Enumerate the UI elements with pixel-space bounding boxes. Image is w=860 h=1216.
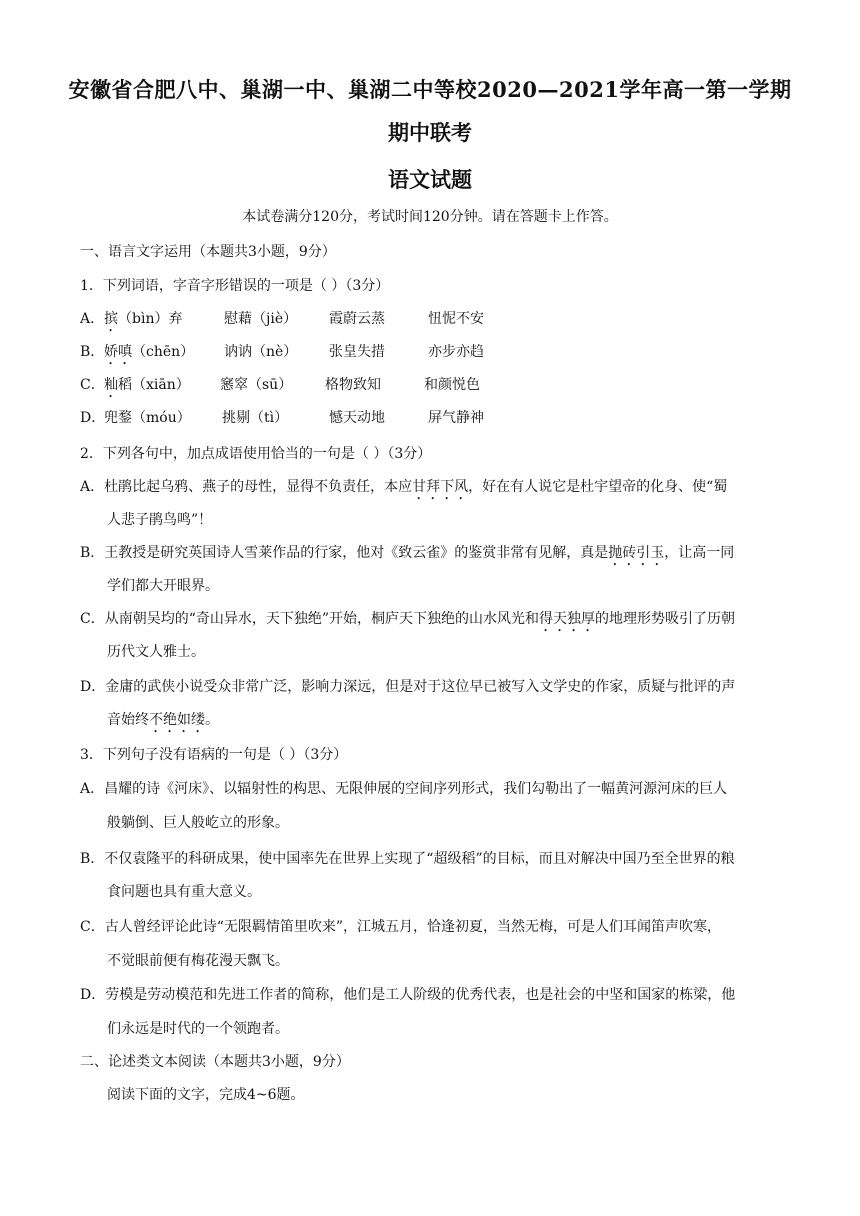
q2-c-idiom: 得天独厚	[539, 611, 596, 627]
q1-b-word1-dotted: 娇嗔	[104, 344, 132, 360]
exam-title: 安徽省合肥八中、巢湖一中、巢湖二中等校2020—2021学年高一第一学期	[68, 77, 792, 102]
exam-title-continued: 期中联考	[388, 120, 472, 145]
q1-d-word4: 屏气静神	[428, 410, 484, 426]
q3-a-continued: 般躺倒、巨人般屹立的形象。	[107, 815, 289, 831]
q1-b-word2: 讷讷（nè）	[224, 344, 298, 360]
q1-a-word2: 慰藉（jiè）	[224, 311, 298, 327]
q3-b-continued: 食问题也具有重大意义。	[107, 884, 261, 900]
exam-note: 本试卷满分120分，考试时间120分钟。请在答题卡上作答。	[242, 209, 618, 225]
q1-a-word1	[104, 309, 182, 335]
q1-c-word3: 格物致知	[325, 377, 381, 393]
q2-b-text: B．王教授是研究英国诗人雪莱作品的行家，他对《致云雀》的鉴赏非常有见解，真是	[80, 545, 609, 561]
q2-a-text-end: ，好在有人说它是杜宇望帝的化身、使“蜀	[468, 479, 728, 495]
q2-d-continued	[107, 710, 219, 736]
section2-instruction: 阅读下面的文字，完成4~6题。	[107, 1087, 305, 1103]
q1-d-label: D．	[80, 410, 106, 426]
q3-option-d: D．劳模是劳动模范和先进工作者的简称，他们是工人阶级的优秀代表，也是社会的中坚和国家的栋梁，他	[80, 987, 736, 1003]
section2-heading: 二、论述类文本阅读（本题共3小题，9分）	[80, 1054, 350, 1070]
q1-b-word3: 张皇失措	[329, 344, 385, 360]
q2-option-d: D．金庸的武侠小说受众非常广泛，影响力深远，但是对于这位早已被写入文学史的作家，质疑与批评的声	[80, 679, 736, 695]
q1-d-word1: 兜鍪（móu）	[104, 410, 191, 426]
q2-a-text: A．杜鹃比起乌鸦、燕子的母性，显得不负责任，本应	[80, 479, 413, 495]
q2-b-continued: 学们都大开眼界。	[107, 578, 219, 594]
q1-b-word1-rest: （chēn）	[132, 344, 195, 360]
q2-option-a	[80, 477, 727, 503]
q1-b-word1	[104, 342, 194, 368]
q1-stem: 1．下列词语，字音字形错误的一项是（ ）（3分）	[80, 278, 390, 294]
q2-d-text-end: 。	[205, 712, 219, 728]
q1-a-word3: 霞蔚云蒸	[329, 311, 385, 327]
subject-title: 语文试题	[388, 167, 472, 192]
q3-stem: 3．下列句子没有语病的一句是（ ）（3分）	[80, 747, 348, 763]
q1-b-label: B．	[80, 344, 105, 360]
q1-a-word1-rest: （bìn）弃	[118, 311, 183, 327]
q1-b-word4: 亦步亦趋	[428, 344, 484, 360]
q2-option-b	[80, 543, 734, 569]
section1-heading: 一、语言文字运用（本题共3小题，9分）	[80, 244, 336, 260]
q2-c-continued: 历代文人雅士。	[107, 644, 205, 660]
q2-stem: 2．下列各句中，加点成语使用恰当的一句是（ ）（3分）	[80, 446, 432, 462]
q2-a-idiom: 甘拜下风	[412, 479, 469, 495]
q2-d-text: 音始终	[107, 712, 149, 728]
q3-option-a: A．昌耀的诗《河床》、以辐射性的构思、无限伸展的空间序列形式，我们勾勒出了一幅黄河源河床的巨人	[80, 781, 728, 797]
q1-a-word1-dotted: 摈	[104, 311, 118, 327]
q3-d-continued: 们永远是时代的一个领跑者。	[107, 1021, 289, 1037]
q2-c-text-end: 的地理形势吸引了历朝	[595, 611, 736, 627]
q2-b-idiom: 抛砖引玉	[608, 545, 665, 561]
q1-c-word1-rest: 稻（xiān）	[118, 377, 190, 393]
q1-c-word1	[104, 375, 190, 401]
q3-option-c: C．古人曾经评论此诗“无限羁情笛里吹来”，江城五月，恰逢初夏，当然无梅，可是人们耳闻笛声吹寒，	[80, 919, 722, 935]
q1-c-word2: 窸窣（sū）	[220, 377, 293, 393]
q1-a-label: A．	[80, 311, 105, 327]
q2-c-text: C．从南朝吴均的“奇山异水，天下独绝”开始，桐庐天下独绝的山水风光和	[80, 611, 540, 627]
q1-a-word4: 忸怩不安	[428, 311, 484, 327]
q1-d-word3: 憾天动地	[329, 410, 385, 426]
q1-c-word1-dotted: 籼	[104, 377, 118, 393]
q1-d-word2: 挑剔（tì）	[222, 410, 289, 426]
q3-c-continued: 不觉眼前便有梅花漫天飘飞。	[107, 953, 289, 969]
q2-a-continued: 人悲子鹃鸟鸣”！	[107, 512, 213, 528]
q1-c-label: C．	[80, 377, 105, 393]
q2-b-text-end: ，让高一同	[664, 545, 735, 561]
q2-d-idiom: 不绝如缕	[149, 712, 205, 728]
q3-option-b: B．不仅袁隆平的科研成果，使中国率先在世界上实现了“超级稻”的目标，而且对解决中国乃至全世界的粮	[80, 851, 735, 867]
q2-option-c	[80, 609, 735, 635]
q1-c-word4: 和颜悦色	[424, 377, 480, 393]
